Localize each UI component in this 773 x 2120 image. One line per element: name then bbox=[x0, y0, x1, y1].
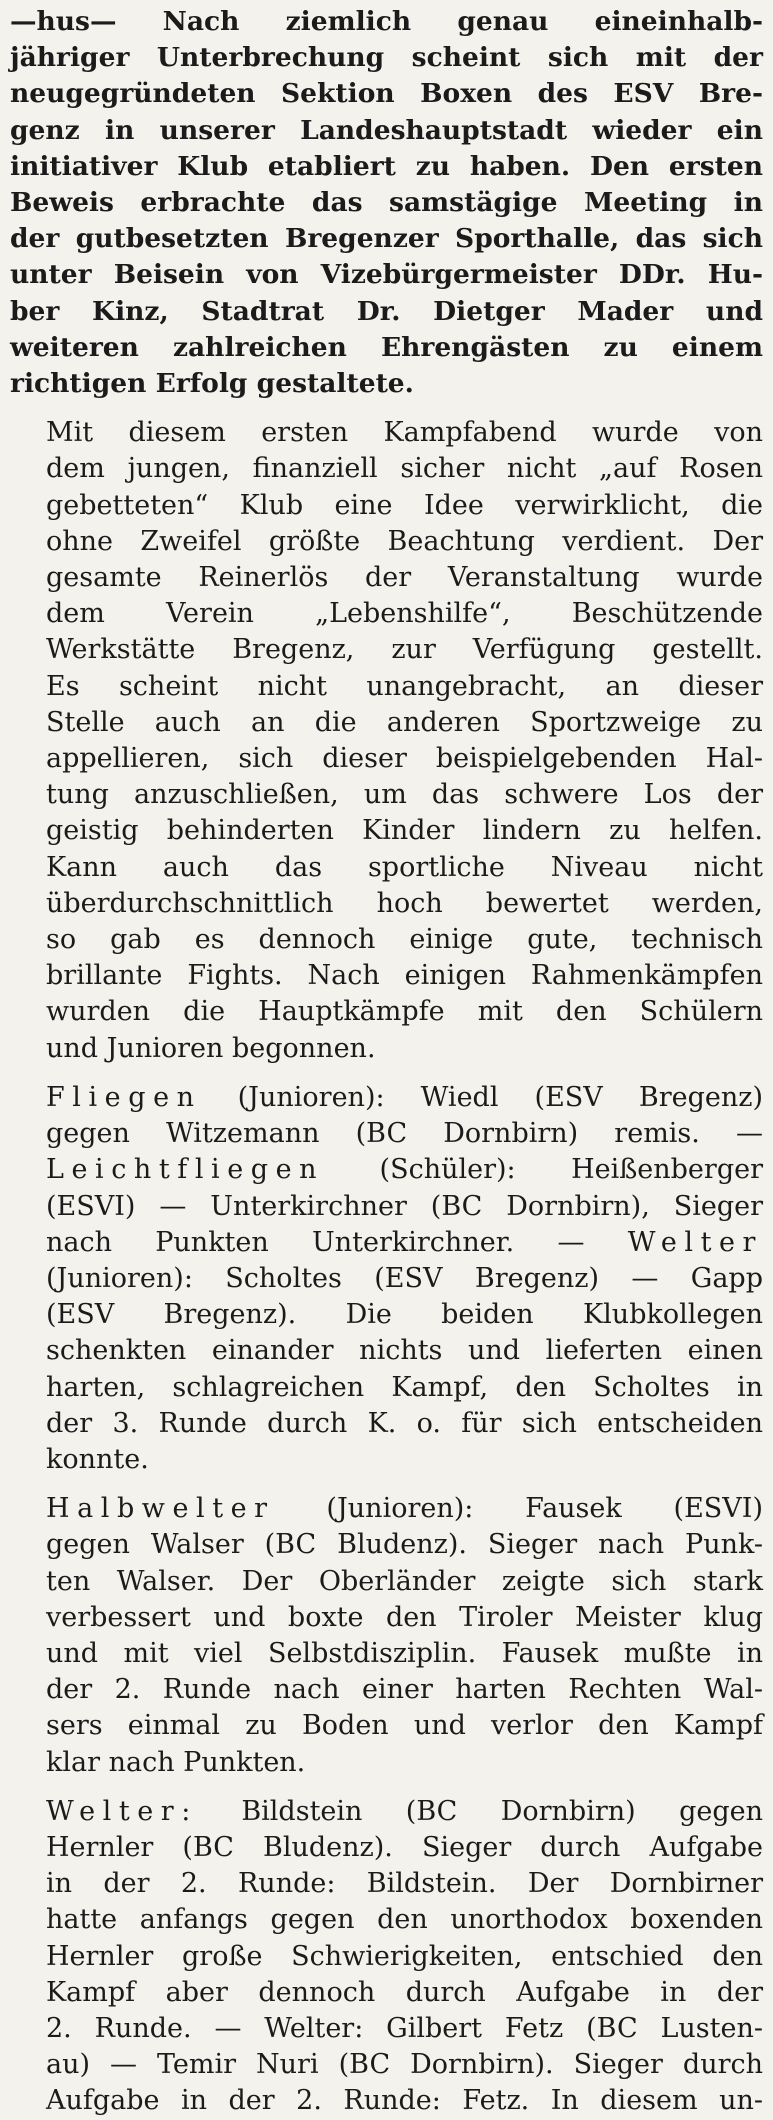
text-line: appellieren, sich dieser beispielgebenden Hal- bbox=[46, 743, 763, 775]
text-line: (Junioren): Scholtes (ESV Bregenz) — Gapp bbox=[46, 1262, 763, 1294]
text-line: Beweis erbrachte das samstägige Meeting in bbox=[10, 187, 763, 219]
text-line: brillante Fights. Nach einigen Rahmenkämpfen bbox=[46, 960, 763, 992]
text-line: neugegründeten Sektion Boxen des ESV Bre- bbox=[10, 78, 763, 110]
text-line: ten Walser. Der Oberländer zeigte sich stark bbox=[46, 1565, 763, 1597]
text-line: klar nach Punkten. bbox=[46, 1746, 306, 1778]
text-line: und mit viel Selbstdisziplin. Fausek mußte in bbox=[46, 1637, 763, 1669]
text-line: tung anzuschließen, um das schwere Los der bbox=[46, 779, 763, 811]
text-line: und Junioren begonnen. bbox=[46, 1032, 376, 1064]
text-line: au) — Temir Nuri (BC Dornbirn). Sieger durch bbox=[46, 2049, 763, 2081]
text-line: ber Kinz, Stadtrat Dr. Dietger Mader und bbox=[10, 295, 763, 327]
text-fragment: Bildstein (BC Dornbirn) gegen bbox=[197, 1795, 763, 1827]
lead-paragraph bbox=[10, 4, 763, 402]
text-line: unter Beisein von Vizebürgermeister DDr. Hu- bbox=[10, 259, 763, 291]
body-paragraph-purpose bbox=[10, 415, 763, 1067]
text-line: initiativer Klub etabliert zu haben. Den ersten bbox=[10, 150, 763, 182]
text-fragment: (Junioren): Wiedl (ESV Bregenz) bbox=[201, 1081, 763, 1113]
weight-class-label: Fliegen bbox=[46, 1081, 202, 1113]
text-line: Kampf aber dennoch durch Aufgabe in der bbox=[46, 1976, 763, 2008]
text-line: gegen Witzemann (BC Dornbirn) remis. — bbox=[46, 1118, 763, 1150]
text-line: gegen Walser (BC Bludenz). Sieger nach Punk- bbox=[46, 1529, 763, 1561]
text-line: Kann auch das sportliche Niveau nicht bbox=[46, 851, 763, 883]
text-line: weiteren zahlreichen Ehrengästen zu einem bbox=[10, 331, 763, 363]
text-line: hatte anfangs gegen den unorthodox boxenden bbox=[46, 1904, 763, 1936]
text-line: Stelle auch an die anderen Sportzweige zu bbox=[46, 706, 763, 738]
text-line: harten, schlagreichen Kampf, den Scholtes in bbox=[46, 1371, 763, 1403]
weight-class-label: Welter bbox=[627, 1226, 763, 1258]
text-line: schenkten einander nichts und lieferten einen bbox=[46, 1335, 763, 1367]
body-paragraph-bouts-2 bbox=[10, 1491, 763, 1781]
text-line bbox=[10, 1225, 763, 1261]
text-fragment: (Junioren): Fausek (ESVI) bbox=[274, 1493, 763, 1525]
text-line: so gab es dennoch einige gute, technisch bbox=[46, 924, 763, 956]
text-line: Werkstätte Bregenz, zur Verfügung gestellt. bbox=[46, 634, 763, 666]
text-line bbox=[10, 1794, 763, 1830]
text-line: geistig behinderten Kinder lindern zu helfen. bbox=[46, 815, 763, 847]
text-line: genz in unserer Landeshauptstadt wieder ein bbox=[10, 114, 763, 146]
text-line: 2. Runde. — Welter: Gilbert Fetz (BC Lusten- bbox=[46, 2012, 763, 2044]
text-line: jähriger Unterbrechung scheint sich mit der bbox=[10, 42, 763, 74]
text-line: in der 2. Runde: Bildstein. Der Dornbirner bbox=[46, 1868, 763, 1900]
text-line: Mit diesem ersten Kampfabend wurde von bbox=[46, 417, 763, 449]
text-fragment: (Schüler): Heißenberger bbox=[324, 1154, 763, 1186]
text-line bbox=[10, 1080, 763, 1116]
text-line: der gutbesetzten Bregenzer Sporthalle, das sich bbox=[10, 223, 763, 255]
text-line: konnte. bbox=[46, 1443, 149, 1475]
text-line: dem Verein „Lebenshilfe“, Beschützende bbox=[46, 598, 763, 630]
weight-class-label: Welter: bbox=[46, 1795, 198, 1827]
text-line: wurden die Hauptkämpfe mit den Schülern bbox=[46, 996, 763, 1028]
text-line: richtigen Erfolg gestaltete. bbox=[10, 368, 414, 400]
text-line: überdurchschnittlich hoch bewertet werden, bbox=[46, 887, 763, 919]
text-line: sers einmal zu Boden und verlor den Kampf bbox=[46, 1710, 763, 1742]
text-line: Hernler (BC Bludenz). Sieger durch Aufgabe bbox=[46, 1831, 763, 1863]
text-line: (ESV Bregenz). Die beiden Klubkollegen bbox=[46, 1299, 763, 1331]
text-line: —hus— Nach ziemlich genau eineinhalb- bbox=[10, 6, 763, 37]
text-line: ohne Zweifel größte Beachtung verdient. Der bbox=[46, 525, 763, 557]
text-line bbox=[10, 1152, 763, 1188]
text-fragment: nach Punkten Unterkirchner. — bbox=[46, 1226, 628, 1258]
text-line: Es scheint nicht unangebracht, an dieser bbox=[46, 670, 763, 702]
text-line: verbessert und boxte den Tiroler Meister klug bbox=[46, 1601, 763, 1633]
text-line: gebetteten“ Klub eine Idee verwirklicht, die bbox=[46, 489, 763, 521]
weight-class-label: Halbwelter bbox=[46, 1493, 275, 1525]
body-paragraph-bouts-3 bbox=[10, 1794, 763, 2120]
text-line: Hernler große Schwierigkeiten, entschied den bbox=[46, 1940, 763, 1972]
text-line: (ESVI) — Unterkirchner (BC Dornbirn), Sieger bbox=[46, 1190, 763, 1222]
text-line: Aufgabe in der 2. Runde: Fetz. In diesem un- bbox=[46, 2085, 763, 2117]
weight-class-label: Leichtfliegen bbox=[46, 1154, 325, 1186]
text-line: dem jungen, finanziell sicher nicht „auf Rosen bbox=[46, 453, 763, 485]
body-paragraph-bouts-1 bbox=[10, 1080, 763, 1478]
text-line: der 2. Runde nach einer harten Rechten Wal- bbox=[46, 1674, 763, 1706]
text-line bbox=[10, 1491, 763, 1527]
text-line: der 3. Runde durch K. o. für sich entscheiden bbox=[46, 1407, 763, 1439]
text-line: gesamte Reinerlös der Veranstaltung wurde bbox=[46, 562, 763, 594]
